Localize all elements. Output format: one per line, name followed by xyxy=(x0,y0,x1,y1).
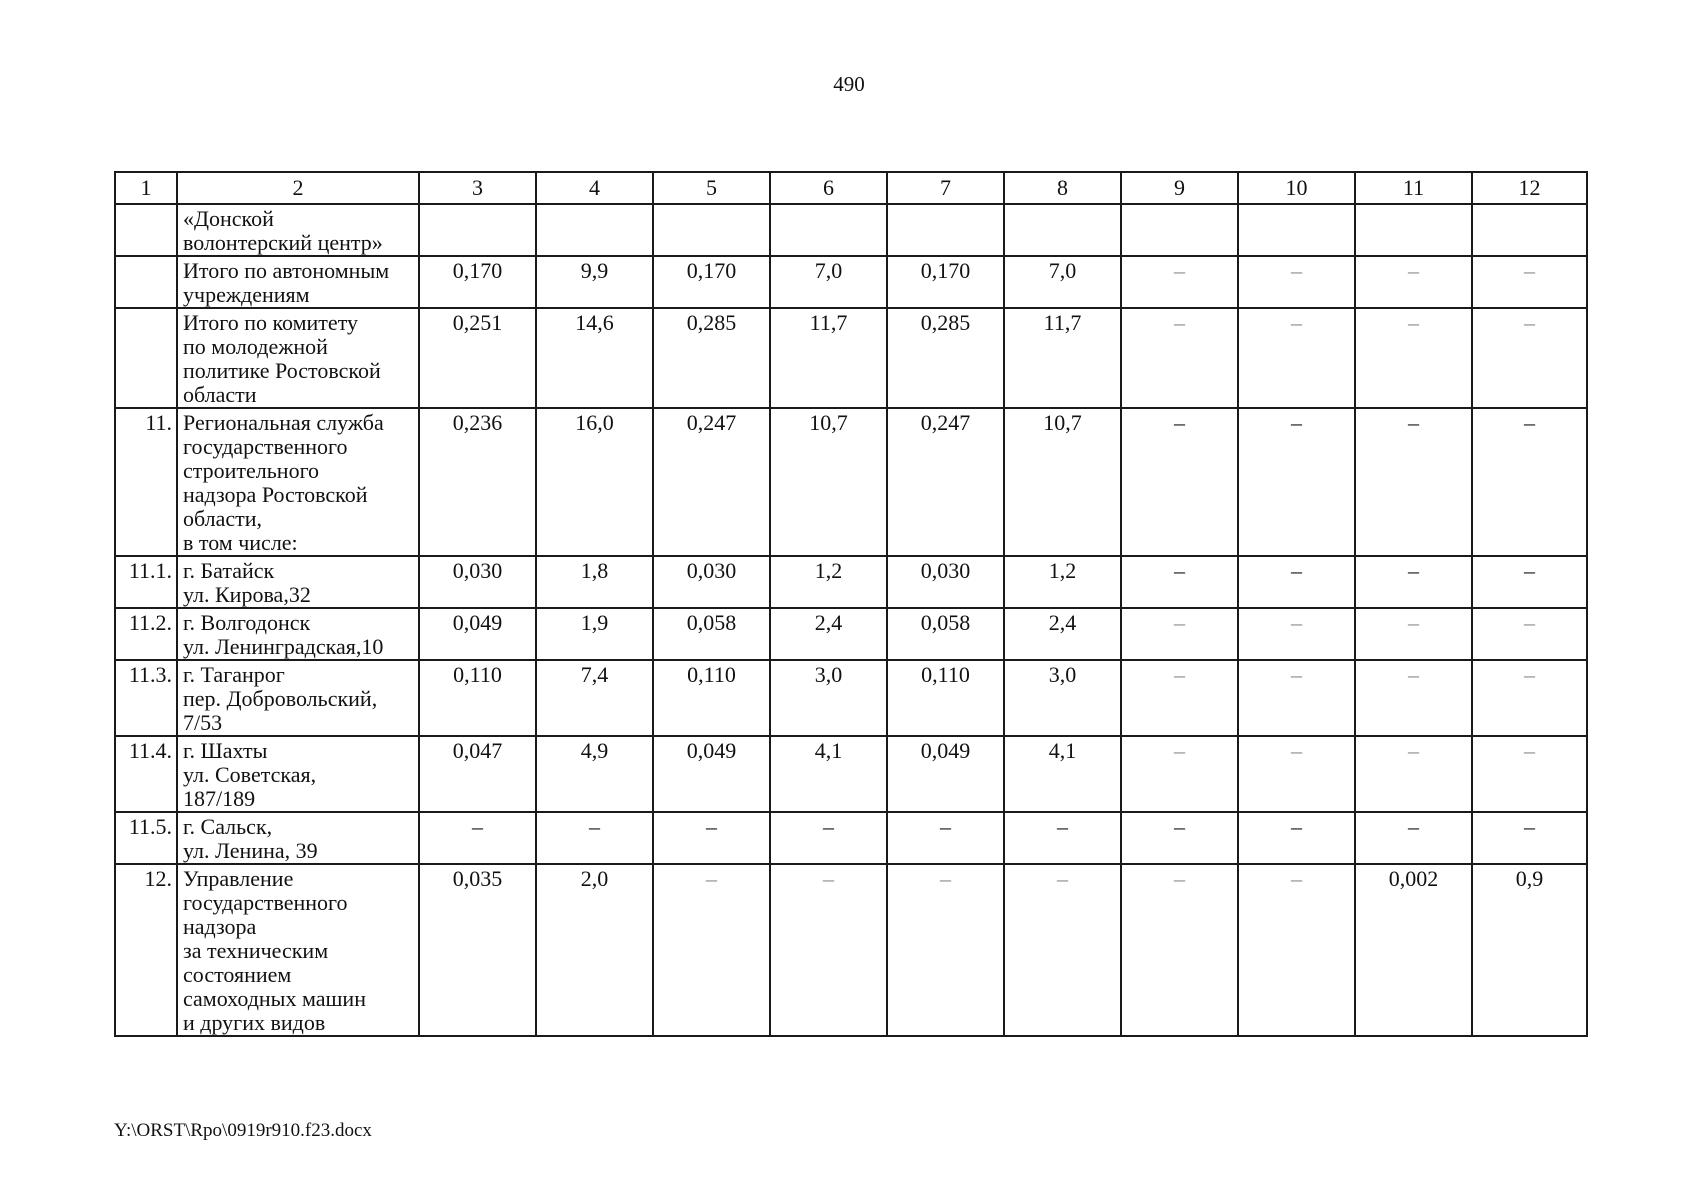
row-number: 11.5. xyxy=(115,812,177,864)
value-cell: – xyxy=(1472,736,1587,812)
row-name-line: г. Таганрог xyxy=(183,662,285,687)
value-cell: – xyxy=(1472,812,1587,864)
row-name-line: г. Волгодонск xyxy=(183,610,311,635)
value-cell: 0,030 xyxy=(887,556,1004,608)
table-row xyxy=(115,204,1587,256)
value-cell: – xyxy=(1004,812,1121,864)
value-cell: 11,7 xyxy=(1004,308,1121,408)
value-cell: 10,7 xyxy=(770,408,887,556)
value-cell: – xyxy=(536,812,653,864)
row-number: 12. xyxy=(115,864,177,1036)
row-name-line: Итого по автономным xyxy=(183,258,390,283)
value-cell: – xyxy=(1121,556,1238,608)
value-cell: – xyxy=(1004,864,1121,1036)
row-number xyxy=(115,204,177,256)
value-cell: 16,0 xyxy=(536,408,653,556)
value-cell: – xyxy=(1238,608,1355,660)
value-cell: 3,0 xyxy=(1004,660,1121,736)
row-name-line: ул. Советская, xyxy=(183,762,317,787)
value-cell: 0,049 xyxy=(887,736,1004,812)
value-cell: 10,7 xyxy=(1004,408,1121,556)
table-row xyxy=(115,256,1587,308)
value-cell: 11,7 xyxy=(770,308,887,408)
row-name-line: области, xyxy=(183,506,263,531)
value-cell: – xyxy=(1355,736,1472,812)
row-name-line: г. Сальск, xyxy=(183,814,273,839)
value-cell: – xyxy=(1238,408,1355,556)
row-number xyxy=(115,308,177,408)
value-cell: – xyxy=(1472,556,1587,608)
value-cell: – xyxy=(1355,408,1472,556)
value-cell: – xyxy=(1355,608,1472,660)
value-cell: – xyxy=(653,864,770,1036)
row-name xyxy=(177,812,419,864)
value-cell xyxy=(536,204,653,256)
row-name-line: и других видов xyxy=(183,1010,326,1035)
column-header: 3 xyxy=(419,172,536,204)
column-header: 7 xyxy=(887,172,1004,204)
value-cell: – xyxy=(1121,608,1238,660)
value-cell: 0,285 xyxy=(887,308,1004,408)
value-cell: – xyxy=(1472,308,1587,408)
row-name-line: строительного xyxy=(183,458,320,483)
column-header: 10 xyxy=(1238,172,1355,204)
value-cell: 1,2 xyxy=(1004,556,1121,608)
value-cell: – xyxy=(1121,864,1238,1036)
value-cell: 0,170 xyxy=(653,256,770,308)
row-name xyxy=(177,256,419,308)
value-cell: 0,247 xyxy=(653,408,770,556)
row-name-line: 7/53 xyxy=(183,710,223,735)
row-name-line: Региональная служба xyxy=(183,410,384,435)
table-row xyxy=(115,308,1587,408)
row-name-line: волонтерский центр» xyxy=(183,230,383,255)
value-cell: – xyxy=(1238,556,1355,608)
value-cell xyxy=(1472,204,1587,256)
row-name-line: состоянием xyxy=(183,962,292,987)
value-cell xyxy=(1355,204,1472,256)
value-cell: 0,170 xyxy=(887,256,1004,308)
value-cell: 4,1 xyxy=(770,736,887,812)
row-name-line: Управление xyxy=(183,866,294,891)
value-cell: 0,170 xyxy=(419,256,536,308)
row-name-line: государственного xyxy=(183,890,348,915)
row-name-line: «Донской xyxy=(183,206,274,231)
value-cell: – xyxy=(1472,608,1587,660)
value-cell: 7,4 xyxy=(536,660,653,736)
value-cell: – xyxy=(1355,256,1472,308)
footer-file-path: Y:\ORST\Rpo\0919r910.f23.docx xyxy=(114,1120,372,1141)
row-name-line: в том числе: xyxy=(183,530,298,555)
row-name xyxy=(177,308,419,408)
value-cell: 0,9 xyxy=(1472,864,1587,1036)
value-cell: 0,035 xyxy=(419,864,536,1036)
value-cell: – xyxy=(1238,736,1355,812)
row-name-line: за техническим xyxy=(183,938,329,963)
value-cell: – xyxy=(1238,660,1355,736)
row-number: 11.4. xyxy=(115,736,177,812)
value-cell: – xyxy=(1238,256,1355,308)
row-name-line: области xyxy=(183,382,257,407)
value-cell: 0,110 xyxy=(653,660,770,736)
value-cell: 0,002 xyxy=(1355,864,1472,1036)
page-number: 490 xyxy=(833,72,865,96)
value-cell: 2,0 xyxy=(536,864,653,1036)
value-cell: – xyxy=(1121,408,1238,556)
value-cell: – xyxy=(1355,556,1472,608)
row-name xyxy=(177,864,419,1036)
column-header: 9 xyxy=(1121,172,1238,204)
row-name-line: учреждениям xyxy=(183,282,310,307)
value-cell: 2,4 xyxy=(770,608,887,660)
value-cell: 0,251 xyxy=(419,308,536,408)
column-header: 5 xyxy=(653,172,770,204)
value-cell: 0,058 xyxy=(653,608,770,660)
value-cell xyxy=(1121,204,1238,256)
value-cell: 3,0 xyxy=(770,660,887,736)
value-cell: – xyxy=(1121,256,1238,308)
row-name-line: надзора Ростовской xyxy=(183,482,368,507)
row-name xyxy=(177,408,419,556)
table-row xyxy=(115,864,1587,1036)
table-row xyxy=(115,812,1587,864)
row-name-line: надзора xyxy=(183,914,257,939)
value-cell: – xyxy=(1121,308,1238,408)
value-cell: 0,030 xyxy=(653,556,770,608)
column-header: 4 xyxy=(536,172,653,204)
value-cell: – xyxy=(1355,660,1472,736)
value-cell: 0,030 xyxy=(419,556,536,608)
value-cell: – xyxy=(1238,864,1355,1036)
row-name xyxy=(177,556,419,608)
value-cell: – xyxy=(419,812,536,864)
row-name-line: 187/189 xyxy=(183,786,256,811)
value-cell xyxy=(1004,204,1121,256)
row-number: 11. xyxy=(115,408,177,556)
value-cell: – xyxy=(1121,736,1238,812)
value-cell: 1,8 xyxy=(536,556,653,608)
value-cell: 0,049 xyxy=(653,736,770,812)
value-cell: – xyxy=(1238,812,1355,864)
column-header: 8 xyxy=(1004,172,1121,204)
value-cell: – xyxy=(1355,812,1472,864)
value-cell: – xyxy=(1238,308,1355,408)
value-cell: 1,2 xyxy=(770,556,887,608)
column-header: 11 xyxy=(1355,172,1472,204)
value-cell: 1,9 xyxy=(536,608,653,660)
table-row xyxy=(115,408,1587,556)
row-name-line: ул. Ленина, 39 xyxy=(183,838,318,863)
value-cell: – xyxy=(1472,256,1587,308)
row-name-line: политике Ростовской xyxy=(183,358,381,383)
value-cell: 2,4 xyxy=(1004,608,1121,660)
column-header: 1 xyxy=(115,172,177,204)
table-body xyxy=(115,204,1587,1036)
value-cell: 0,285 xyxy=(653,308,770,408)
value-cell: 0,110 xyxy=(419,660,536,736)
value-cell xyxy=(419,204,536,256)
value-cell: – xyxy=(1472,408,1587,556)
value-cell xyxy=(770,204,887,256)
value-cell: – xyxy=(653,812,770,864)
row-name-line: пер. Добровольский, xyxy=(183,686,378,711)
value-cell xyxy=(653,204,770,256)
value-cell: 0,110 xyxy=(887,660,1004,736)
value-cell: 0,247 xyxy=(887,408,1004,556)
value-cell: – xyxy=(770,864,887,1036)
row-name-line: ул. Ленинградская,10 xyxy=(183,634,384,659)
value-cell: – xyxy=(887,864,1004,1036)
value-cell: 0,236 xyxy=(419,408,536,556)
row-number: 11.2. xyxy=(115,608,177,660)
column-header: 12 xyxy=(1472,172,1587,204)
row-name-line: самоходных машин xyxy=(183,986,366,1011)
row-name-line: Итого по комитету xyxy=(183,310,359,335)
table-row xyxy=(115,660,1587,736)
value-cell xyxy=(1238,204,1355,256)
value-cell: 0,047 xyxy=(419,736,536,812)
row-name-line: ул. Кирова,32 xyxy=(183,582,311,607)
value-cell: 0,058 xyxy=(887,608,1004,660)
column-header: 2 xyxy=(177,172,419,204)
row-number xyxy=(115,256,177,308)
value-cell: 0,049 xyxy=(419,608,536,660)
data-table xyxy=(114,171,1588,1037)
value-cell: 9,9 xyxy=(536,256,653,308)
value-cell: 4,1 xyxy=(1004,736,1121,812)
column-header: 6 xyxy=(770,172,887,204)
row-name xyxy=(177,608,419,660)
value-cell: – xyxy=(1121,660,1238,736)
row-name-line: г. Шахты xyxy=(183,738,268,763)
table-row xyxy=(115,736,1587,812)
row-name xyxy=(177,204,419,256)
value-cell: – xyxy=(770,812,887,864)
table-row xyxy=(115,608,1587,660)
value-cell: – xyxy=(1355,308,1472,408)
value-cell xyxy=(887,204,1004,256)
value-cell: – xyxy=(887,812,1004,864)
row-name-line: государственного xyxy=(183,434,348,459)
row-name-line: по молодежной xyxy=(183,334,328,359)
row-number: 11.1. xyxy=(115,556,177,608)
row-number: 11.3. xyxy=(115,660,177,736)
value-cell: 7,0 xyxy=(1004,256,1121,308)
value-cell: 14,6 xyxy=(536,308,653,408)
value-cell: – xyxy=(1121,812,1238,864)
table-header-row xyxy=(115,172,1587,204)
row-name xyxy=(177,736,419,812)
value-cell: 7,0 xyxy=(770,256,887,308)
value-cell: 4,9 xyxy=(536,736,653,812)
table-row xyxy=(115,556,1587,608)
data-table-wrapper xyxy=(114,171,1588,1037)
row-name-line: г. Батайск xyxy=(183,558,275,583)
row-name xyxy=(177,660,419,736)
value-cell: – xyxy=(1472,660,1587,736)
